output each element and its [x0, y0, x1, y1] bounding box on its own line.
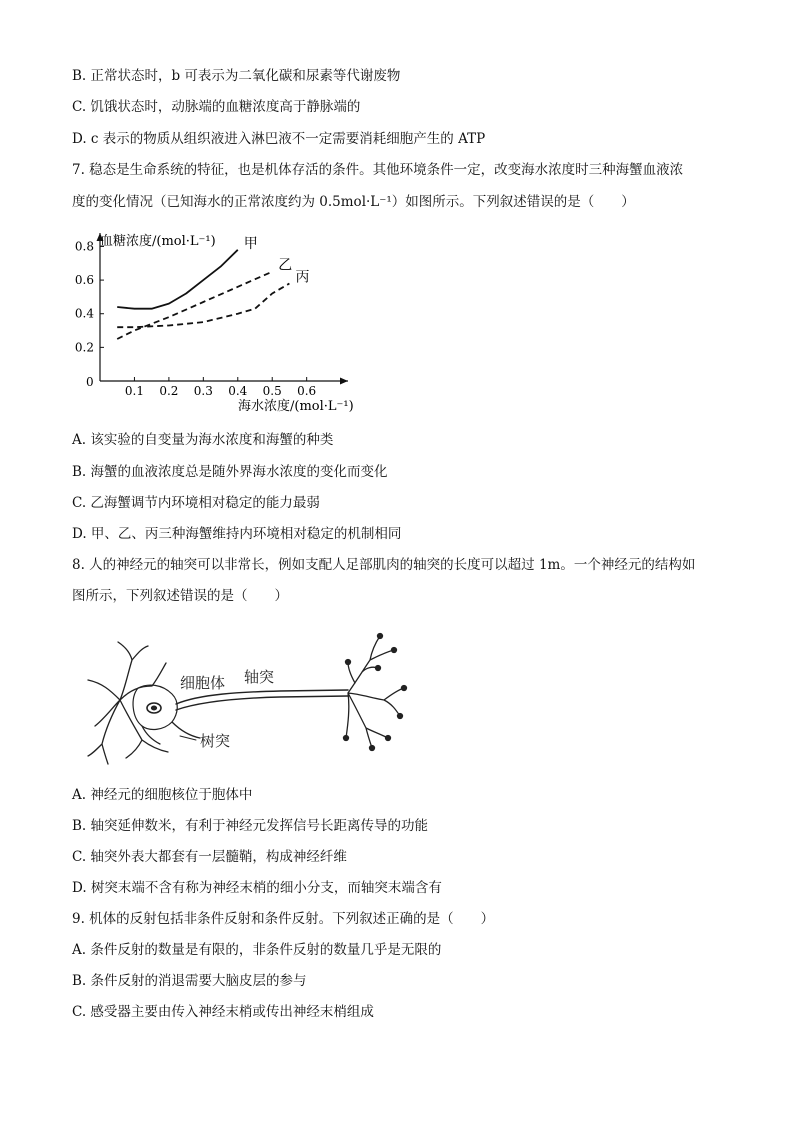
series-label-1: 甲 [243, 235, 258, 252]
option-c-q6: C. 饥饿状态时，动脉端的血糖浓度高于静脉端的 [72, 99, 361, 115]
chart-series [117, 236, 309, 339]
y-tick-label: 0.6 [74, 273, 94, 288]
series-label-3: 丙 [295, 269, 310, 286]
origin-label: 0 [86, 375, 94, 389]
option-b-q6: B. 正常状态时，b 可表示为二氧化碳和尿素等代谢废物 [72, 68, 401, 84]
option-c-q8: C. 轴突外表大都套有一层髓鞘，构成神经纤维 [72, 849, 347, 865]
y-axis-label: 血糖浓度/(mol·L⁻¹) [100, 234, 216, 249]
neuron-diagram [80, 628, 420, 773]
series-line-3 [117, 284, 289, 328]
option-b-q9: B. 条件反射的消退需要大脑皮层的参与 [72, 973, 307, 989]
cell-body-label: 细胞体 [180, 674, 226, 692]
question-8-stem-2: 图所示，下列叙述错误的是（ ） [72, 588, 288, 604]
axon-label: 轴突 [244, 668, 275, 686]
option-a-q8: A. 神经元的细胞核位于胞体中 [72, 787, 253, 803]
y-tick-label: 0.8 [74, 239, 94, 254]
option-b-q7: B. 海蟹的血液浓度总是随外界海水浓度的变化而变化 [72, 464, 388, 480]
option-b-q8: B. 轴突延伸数米，有利于神经元发挥信号长距离传导的功能 [72, 818, 429, 834]
option-c-q9: C. 感受器主要由传入神经末梢或传出神经末梢组成 [72, 1004, 374, 1020]
x-axis-arrow [340, 378, 348, 385]
question-7-stem: 7. 稳态是生命系统的特征，也是机体存活的条件。其他环境条件一定，改变海水浓度时三种海蟹血液浓 [72, 162, 684, 178]
question-9-stem: 9. 机体的反射包括非条件反射和条件反射。下列叙述正确的是（ ） [72, 911, 495, 927]
question-7-stem-2: 度的变化情况（已知海水的正常浓度约为 0.5mol·L⁻¹）如图所示。下列叙述错误的是（ ） [72, 194, 635, 210]
y-tick-label: 0.4 [74, 306, 94, 321]
series-line-1 [117, 250, 238, 309]
y-tick-label: 0.2 [74, 340, 94, 355]
dendrite-label: 树突 [200, 732, 231, 750]
sea-crab-chart [70, 225, 370, 420]
option-a-q7: A. 该实验的自变量为海水浓度和海蟹的种类 [72, 432, 334, 448]
x-tick-label: 0.5 [262, 384, 282, 398]
option-d-q7: D. 甲、乙、丙三种海蟹维持内环境相对稳定的机制相同 [72, 526, 402, 542]
option-c-q7: C. 乙海蟹调节内环境相对稳定的能力最弱 [72, 495, 320, 511]
axon-terminals [344, 634, 407, 751]
question-8-stem: 8. 人的神经元的轴突可以非常长，例如支配人足部肌肉的轴突的长度可以超过 1m。一个神经元的结构如 [72, 557, 696, 573]
x-tick-label: 0.4 [228, 384, 248, 398]
x-tick-label: 0.6 [297, 384, 317, 398]
option-d-q6: D. c 表示的物质从组织液进入淋巴液不一定需要消耗细胞产生的 ATP [72, 131, 486, 147]
x-tick-label: 0.1 [124, 384, 144, 398]
option-a-q9: A. 条件反射的数量是有限的，非条件反射的数量几乎是无限的 [72, 942, 442, 958]
x-tick-label: 0.3 [193, 384, 213, 398]
option-d-q8: D. 树突末端不含有称为神经末梢的细小分支，而轴突末端含有 [72, 880, 442, 896]
series-label-2: 乙 [278, 257, 293, 274]
series-line-2 [117, 272, 272, 339]
x-axis-label: 海水浓度/(mol·L⁻¹) [238, 399, 354, 414]
x-tick-label: 0.2 [159, 384, 179, 398]
